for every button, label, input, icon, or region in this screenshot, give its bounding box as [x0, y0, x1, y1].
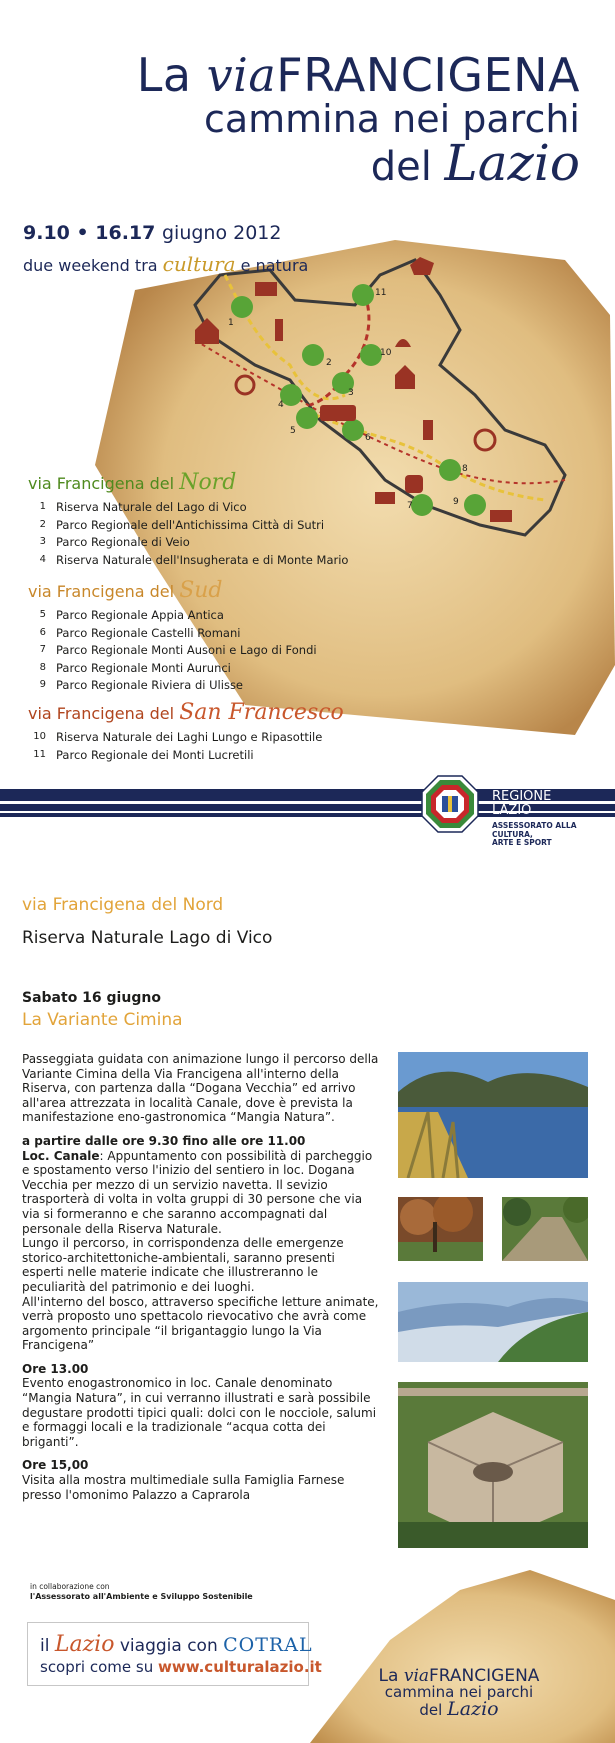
title-del: del [370, 144, 432, 190]
list-item [26, 748, 322, 766]
park-list-sanfrancesco [26, 730, 322, 765]
route-name: San Francesco [179, 700, 344, 725]
svg-text:2: 2 [326, 358, 332, 368]
subtitle-pre: due weekend tra [23, 256, 158, 275]
assessorato-line1: ASSESSORATO ALLA CULTURA, [492, 821, 577, 839]
footer-title-line2: cammina nei parchi [384, 1683, 534, 1701]
park-number: 6 [39, 626, 46, 638]
time-slot-3: Ore 15,00 [22, 1458, 89, 1473]
intro-paragraph: Passeggiata guidata con animazione lungo il percorso della Variante Cimina della Via Francigena all'interno della Riserva, con partenza dalla “Dogana Vecchia” ed arrivo all'area attrezzata in località Canale, dove è prevista la manifestazione eno-gastronomica “Mangia Natura”. [22, 1052, 379, 1125]
forest-photo [398, 1197, 483, 1261]
event-day: Sabato 16 giugno [22, 990, 161, 1006]
dates-days: 9.10 • 16.17 [23, 222, 156, 244]
park-name: Parco Regionale Monti Aurunci [56, 660, 231, 675]
title-francigena: FRANCIGENA [276, 48, 580, 102]
park-name: Riserva Naturale dei Laghi Lungo e Ripasottile [56, 730, 323, 744]
list-item [26, 626, 317, 644]
footer-title-lazio: Lazio [447, 1698, 499, 1720]
time-slot-2: Ore 13.00 [22, 1361, 89, 1376]
collab-line1: in collaborazione con [30, 1582, 110, 1591]
regione-lazio-logo [420, 774, 480, 834]
assessorato-line2: ARTE E SPORT [492, 838, 552, 847]
park-list-nord [26, 500, 348, 570]
cotral-viaggia: viaggia con [119, 1636, 218, 1656]
svg-text:10: 10 [380, 348, 392, 358]
park-number: 8 [39, 661, 46, 673]
regione-line1: REGIONE [492, 789, 552, 804]
cotral-line1 [40, 1632, 313, 1657]
paragraph-farnese: Visita alla mostra multimediale sulla Famiglia Farnese presso l'omonimo Palazzo a Caprarola [22, 1473, 345, 1502]
dates-month: giugno 2012 [161, 222, 282, 244]
route-prefix: via Francigena del [28, 474, 175, 493]
svg-text:6: 6 [365, 433, 371, 443]
regione-name [492, 790, 551, 818]
regione-assessorato [492, 822, 615, 848]
title-lazio: Lazio [444, 134, 580, 192]
list-item [26, 535, 348, 553]
footer-title [340, 1668, 578, 1719]
route-prefix: via Francigena del [28, 582, 175, 601]
park-number: 4 [39, 553, 46, 565]
park-name: Parco Regionale Castelli Romani [56, 625, 241, 640]
park-name: Parco Regionale Riviera di Ulisse [56, 678, 244, 692]
park-name: Parco Regionale di Veio [56, 535, 190, 549]
route-name: Sud [179, 578, 223, 603]
park-name: Parco Regionale dei Monti Lucretili [56, 747, 254, 762]
svg-text:8: 8 [462, 464, 468, 474]
collab-line2: l'Assessorato all'Ambiente e Sviluppo Sostenibile [30, 1592, 253, 1601]
paragraph-bosco: All'interno del bosco, attraverso specifiche letture animate, verrà proposto uno spettacolo rievocativo che avrà come argomento principale “il brigantaggio lungo la Via Francigena” [22, 1294, 379, 1353]
paragraph-mangia-natura: Evento enogastronomico in loc. Canale denominato “Mangia Natura”, in cui verranno illustrati e sarà possibile degustare prodotti tipici quali: dolci con le nocciole, salumi e formaggi locali e la tradizionale “acqua cotta dei briganti”. [22, 1376, 377, 1449]
park-number: 7 [39, 644, 46, 655]
cotral-line2 [40, 1658, 322, 1676]
list-item [26, 608, 317, 626]
cotral-logo: COTRAL [223, 1634, 313, 1656]
list-item [26, 553, 348, 571]
list-item [26, 518, 348, 536]
section-heading: via Francigena del Nord [22, 895, 224, 915]
footer-title-la: La [378, 1666, 399, 1686]
svg-text:4: 4 [278, 400, 284, 410]
subtitle [23, 252, 308, 276]
list-item [26, 643, 317, 661]
paragraph-percorso: Lungo il percorso, in corrispondenza delle emergenze storico-architettoniche-ambientali, saranno presenti esperti nelle materie indicate che illustreranno le peculiarità del patrimonio e dei luoghi. [22, 1236, 344, 1294]
svg-text:3: 3 [348, 388, 354, 398]
subtitle-cultura: cultura [162, 252, 236, 276]
cotral-lazio: Lazio [54, 1632, 115, 1657]
route-heading-sud [28, 578, 223, 603]
park-name: Parco Regionale Monti Ausoni e Lago di Fondi [56, 643, 317, 657]
culturalazio-link[interactable]: www.culturalazio.it [158, 1658, 322, 1676]
title-line2: cammina nei parchi [203, 97, 580, 141]
svg-text:5: 5 [290, 426, 296, 436]
park-number: 5 [39, 609, 46, 620]
title-la: La [136, 48, 192, 102]
svg-text:11: 11 [375, 288, 387, 298]
route-prefix: via Francigena del [28, 704, 175, 723]
paragraph-text: : Appuntamento con possibilità di parcheggio e spostamento verso l'inizio del sentiero in loc. Dogana Vecchia per mezzo di un servizio navetta. Il sevizio trasporterà di volta in volta gruppi di 30 persone che via via si formeranno e che saranno accompagnati dal personale della Riserva Naturale. [22, 1148, 373, 1236]
park-name: Parco Regionale Appia Antica [56, 608, 224, 622]
list-item [26, 500, 348, 518]
park-name: Parco Regionale dell'Antichissima Città di Sutri [56, 517, 325, 532]
event-description [22, 1052, 380, 1511]
park-number: 9 [39, 679, 46, 690]
main-title [60, 48, 580, 192]
loc-label: Loc. Canale [22, 1148, 100, 1163]
park-list-sud [26, 608, 317, 696]
reserve-heading: Riserva Naturale Lago di Vico [22, 928, 273, 948]
palazzo-farnese-photo [398, 1382, 588, 1548]
cotral-il: il [40, 1636, 50, 1656]
svg-text:1: 1 [228, 318, 234, 328]
paragraph-canale [22, 1149, 380, 1237]
park-number: 1 [39, 501, 46, 512]
park-number: 10 [33, 731, 46, 742]
trail-photo [502, 1197, 588, 1261]
regione-line2: LAZIO [492, 803, 532, 818]
svg-text:9: 9 [453, 497, 459, 507]
list-item [26, 678, 317, 696]
cotral-scopri: scopri come su [40, 1658, 154, 1676]
park-number: 11 [33, 748, 46, 760]
park-number: 3 [39, 536, 46, 547]
list-item [26, 661, 317, 679]
subtitle-post: e natura [240, 256, 309, 275]
event-title: La Variante Cimina [22, 1010, 183, 1030]
route-heading-sanfrancesco [28, 700, 344, 725]
lake-photo [398, 1052, 588, 1178]
footer-title-francigena: FRANCIGENA [429, 1666, 540, 1686]
route-name: Nord [179, 470, 237, 495]
list-item [26, 730, 322, 748]
time-slot-1: a partire dalle ore 9.30 fino alle ore 11.00 [22, 1133, 306, 1148]
footer-title-via: via [403, 1666, 430, 1686]
footer-title-del: del [419, 1701, 443, 1719]
park-name: Riserva Naturale dell'Insugherata e di Monte Mario [56, 552, 349, 567]
valley-photo [398, 1282, 588, 1362]
svg-text:7: 7 [407, 501, 413, 511]
park-name: Riserva Naturale del Lago di Vico [56, 500, 247, 514]
park-number: 2 [39, 518, 46, 530]
title-via: via [206, 48, 277, 102]
route-heading-nord [28, 470, 236, 495]
event-dates [23, 222, 282, 244]
